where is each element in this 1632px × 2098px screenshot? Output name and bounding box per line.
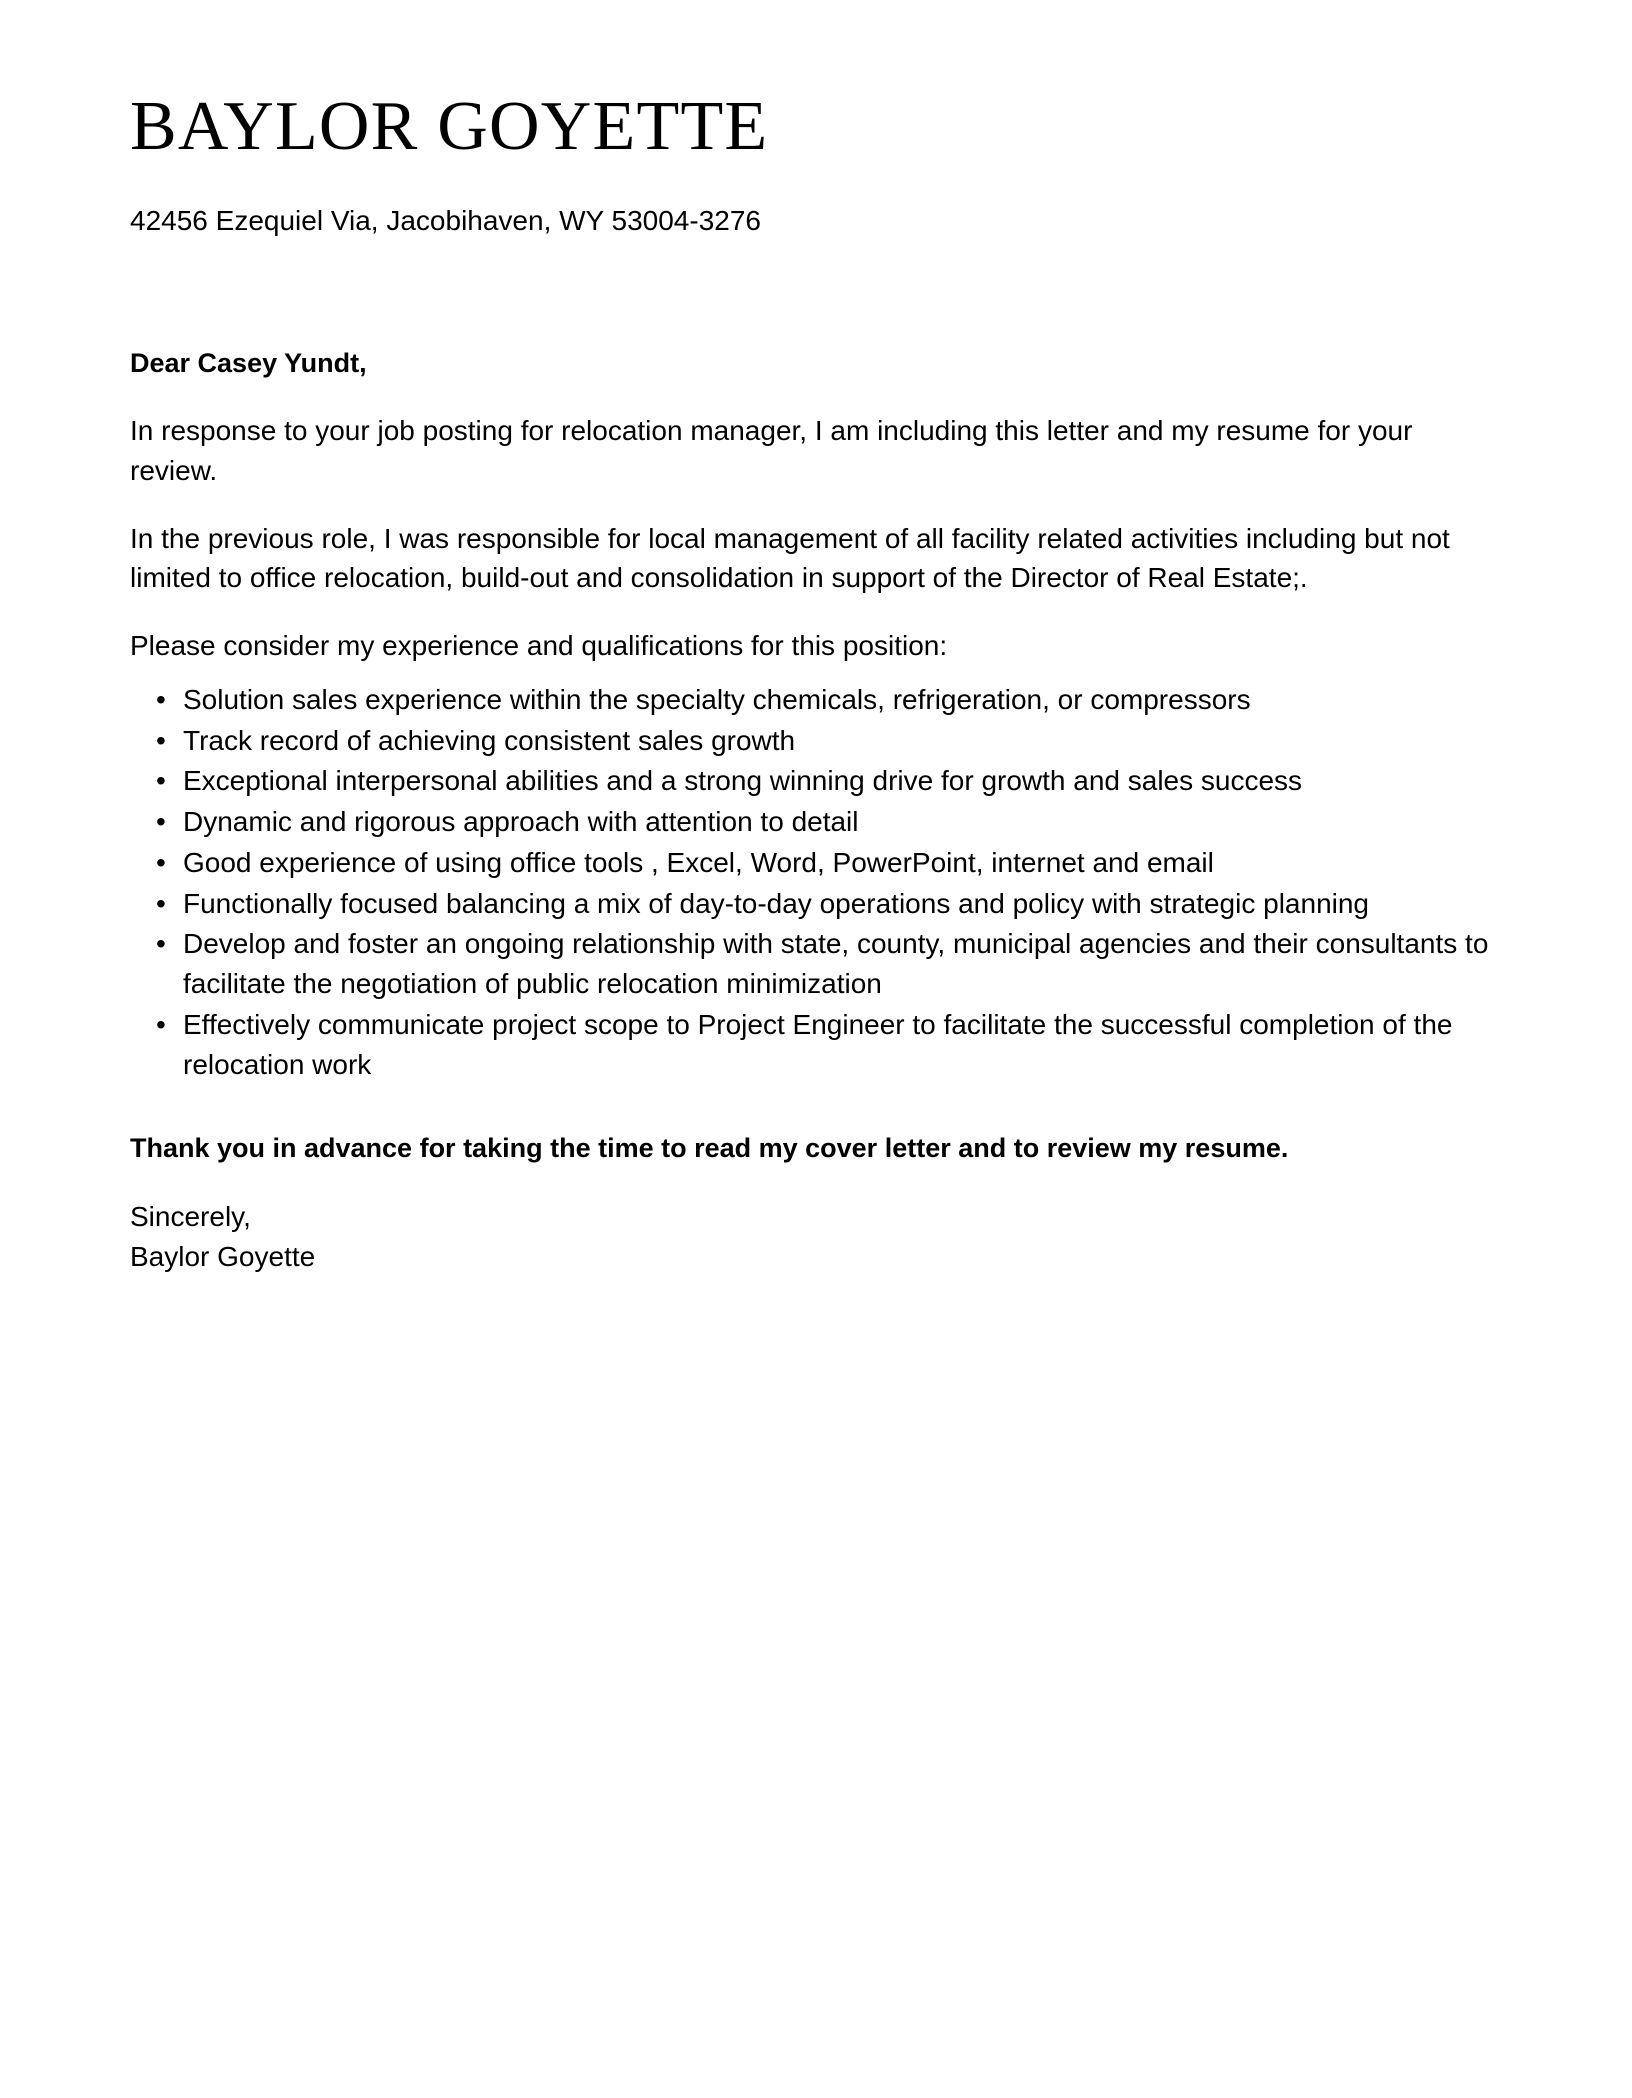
qualifications-list bbox=[130, 666, 1502, 1085]
page-title: BAYLOR GOYETTE bbox=[130, 88, 769, 165]
sender-address: 42456 Ezequiel Via, Jacobihaven, WY 53004-3276 bbox=[130, 205, 761, 236]
body-paragraph-lead-in: Please consider my experience and qualifications for this position: bbox=[130, 630, 948, 662]
list-item: • Track record of achieving consistent sales growth bbox=[130, 721, 1502, 761]
list-item: • Exceptional interpersonal abilities and a strong winning drive for growth and sales success bbox=[130, 761, 1502, 801]
body-paragraph-experience: In the previous role, I was responsible for local management of all facility related activities including but not limited to office relocation, build-out and consolidation in support of the Director of Real Estate;. bbox=[130, 522, 1450, 594]
list-item: • Dynamic and rigorous approach with attention to detail bbox=[130, 802, 1502, 842]
signature-name: Baylor Goyette bbox=[130, 1240, 316, 1272]
list-item: • Develop and foster an ongoing relationship with state, county, municipal agencies and their consultants to facilitate the negotiation of public relocation minimization bbox=[130, 924, 1502, 1004]
list-item: • Good experience of using office tools , Excel, Word, PowerPoint, internet and email bbox=[130, 843, 1502, 883]
salutation: Dear Casey Yundt, bbox=[130, 347, 367, 378]
body-paragraph-intro: In response to your job posting for relocation manager, I am including this letter and my resume for your review. bbox=[130, 415, 1413, 486]
list-item: • Effectively communicate project scope to Project Engineer to facilitate the successful completion of the relocation work bbox=[130, 1005, 1502, 1085]
list-item: • Solution sales experience within the specialty chemicals, refrigeration, or compressors bbox=[130, 680, 1502, 720]
letter-content bbox=[130, 0, 1502, 1276]
signoff-line: Sincerely, bbox=[130, 1200, 251, 1232]
signature-block bbox=[130, 1169, 1502, 1277]
list-item: • Functionally focused balancing a mix of day-to-day operations and policy with strategic planning bbox=[130, 884, 1502, 924]
closing-statement: Thank you in advance for taking the time to read my cover letter and to review my resume. bbox=[130, 1133, 1289, 1164]
